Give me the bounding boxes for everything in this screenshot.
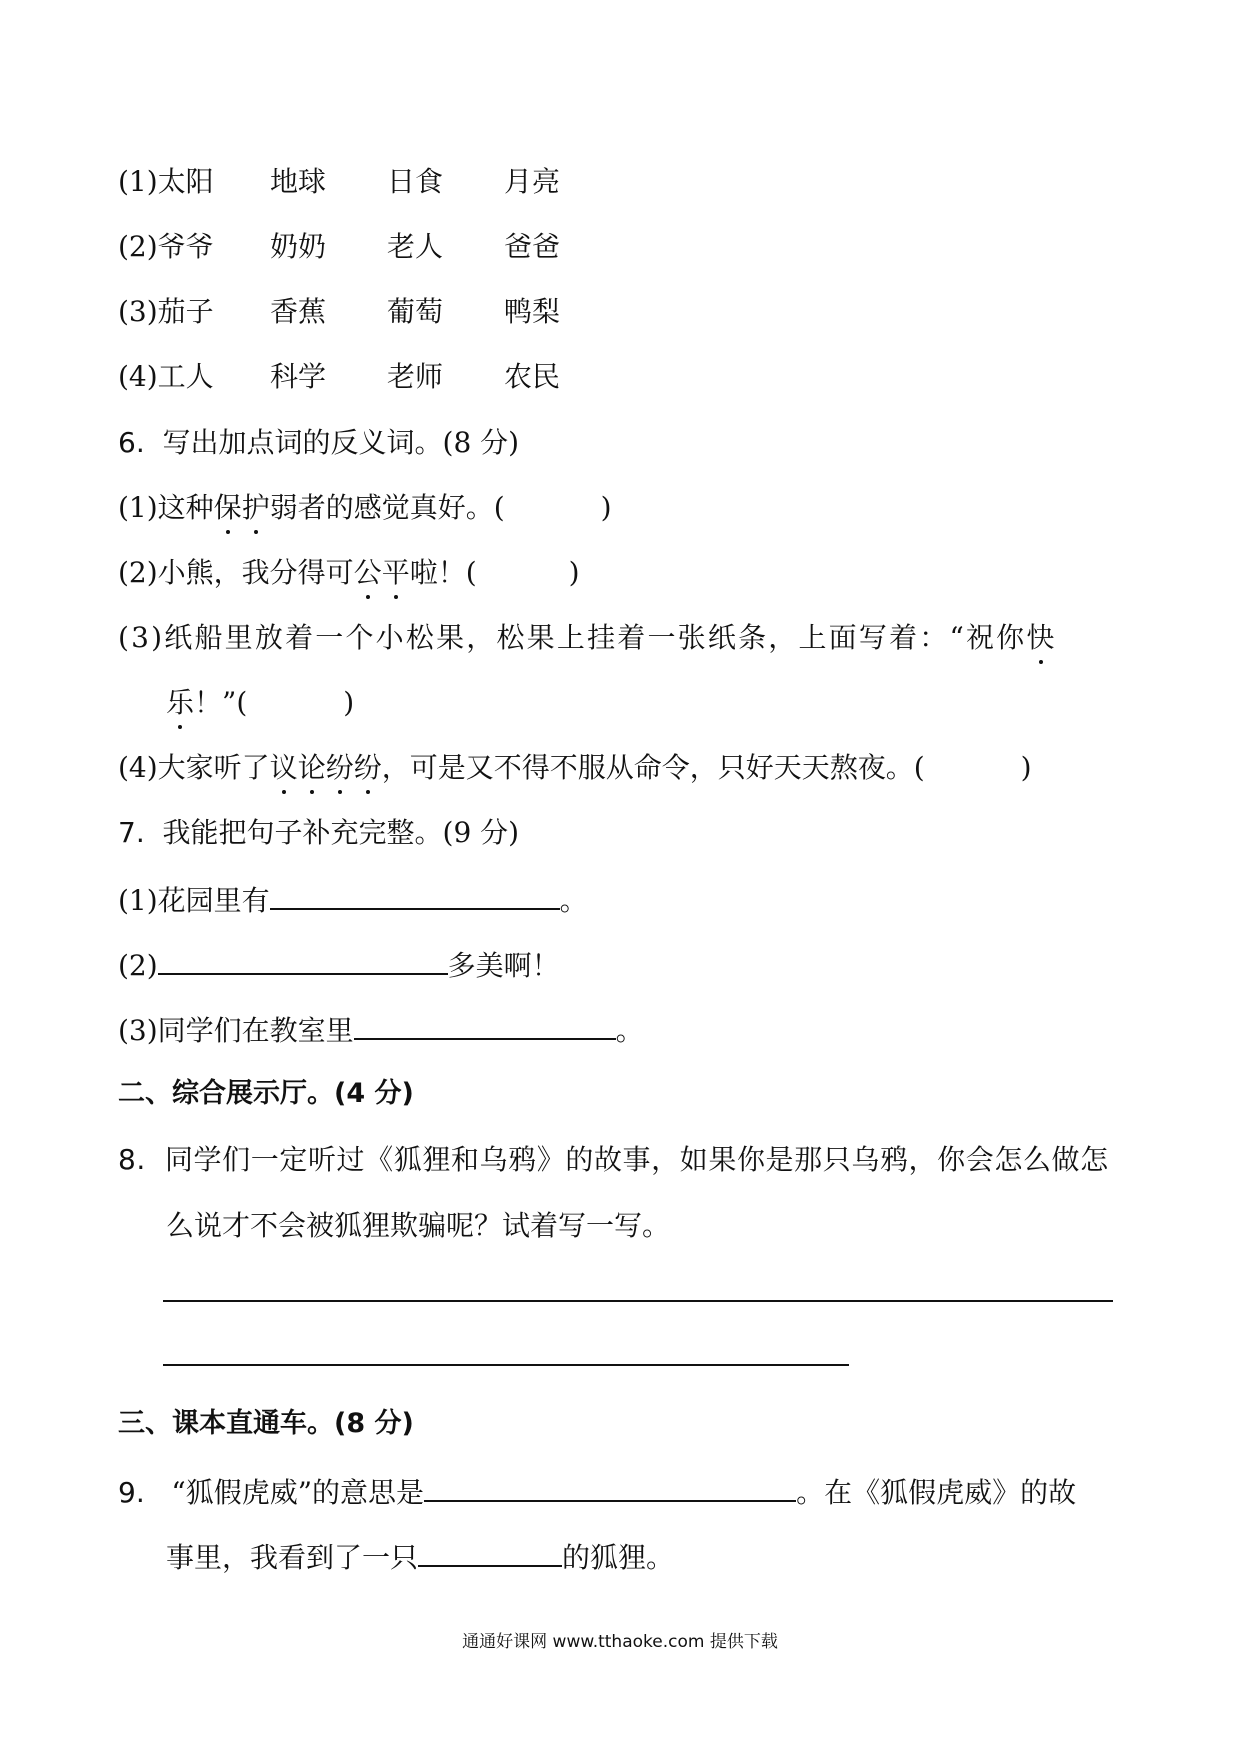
question-text: 同学们一定听过《狐狸和乌鸦》的故事，如果你是那只乌鸦，你会怎么做怎 <box>164 1143 1109 1176</box>
word: 葡萄 <box>387 295 444 328</box>
fill-blank[interactable] <box>354 1008 616 1040</box>
answer-line[interactable] <box>163 1300 1113 1302</box>
fill-blank[interactable] <box>158 943 448 975</box>
q7-item-2: (2) 多美啊！ <box>118 943 560 986</box>
answer-line[interactable] <box>163 1364 849 1366</box>
fill-blank[interactable] <box>418 1535 562 1567</box>
question-8-line-2: 么说才不会被狐狸欺骗呢？试着写一写。 <box>166 1209 671 1242</box>
q6-item-3-line-1: (3)纸船里放着一个小松果，松果上挂着一张纸条，上面写着：“祝你快 <box>118 618 1057 658</box>
word-group-4 <box>118 357 621 397</box>
question-text: 我能把句子补充完整。(9 分) <box>162 816 520 849</box>
group-num-word: (3)茄子 <box>118 295 214 328</box>
question-text: 写出加点词的反义词。(8 分) <box>162 426 520 459</box>
word: 日食 <box>387 165 444 198</box>
word: 鸭梨 <box>504 295 561 328</box>
q6-item-4: (4)大家听了议论纷纷，可是又不得不服从命令，只好天天熬夜。( ) <box>118 748 1032 788</box>
q6-item-1: (1)这种保护弱者的感觉真好。( ) <box>118 488 612 528</box>
question-9-line-1: 9. “狐假虎威”的意思是 。在《狐假虎威》的故 <box>118 1470 1076 1513</box>
dotted-word: 保护 <box>214 491 270 524</box>
word: 爸爸 <box>504 230 561 263</box>
question-6-title <box>118 423 519 463</box>
question-8-line-1 <box>118 1140 1109 1180</box>
word-group-3 <box>118 292 621 332</box>
footer-credit: 通通好课网 www.tthaoke.com 提供下载 <box>462 1632 778 1652</box>
question-7-title <box>118 813 519 853</box>
q6-item-3-line-2: 乐！”( ) <box>166 683 354 723</box>
question-number: 9. <box>118 1476 145 1509</box>
fill-blank[interactable] <box>424 1470 796 1502</box>
section-3-heading: 三、课本直通车。(8 分) <box>118 1408 414 1439</box>
word: 奶奶 <box>270 230 327 263</box>
dotted-word: 乐 <box>166 683 194 723</box>
question-number: 6. <box>118 426 145 459</box>
question-9-line-2: 事里，我看到了一只 的狐狸。 <box>166 1535 674 1578</box>
question-number: 8. <box>118 1143 146 1176</box>
word: 地球 <box>270 165 327 198</box>
q7-item-3: (3)同学们在教室里 。 <box>118 1008 644 1051</box>
word-group-2 <box>118 227 621 267</box>
q6-item-2: (2)小熊，我分得可公平啦！( ) <box>118 553 580 593</box>
dotted-word: 议论纷纷 <box>270 751 382 784</box>
section-2-heading: 二、综合展示厅。(4 分) <box>118 1078 414 1109</box>
dotted-word: 快 <box>1026 618 1056 658</box>
group-num-word: (2)爷爷 <box>118 230 214 263</box>
word-group-1 <box>118 162 621 202</box>
group-num-word: (4)工人 <box>118 360 214 393</box>
question-number: 7. <box>118 816 145 849</box>
fill-blank[interactable] <box>270 878 560 910</box>
dotted-word: 公平 <box>354 556 410 589</box>
word: 香蕉 <box>270 295 327 328</box>
group-num-word: (1)太阳 <box>118 165 214 198</box>
word: 老人 <box>387 230 444 263</box>
word: 科学 <box>270 360 327 393</box>
q7-item-1: (1)花园里有 。 <box>118 878 588 921</box>
word: 农民 <box>504 360 561 393</box>
word: 月亮 <box>504 165 561 198</box>
word: 老师 <box>387 360 444 393</box>
